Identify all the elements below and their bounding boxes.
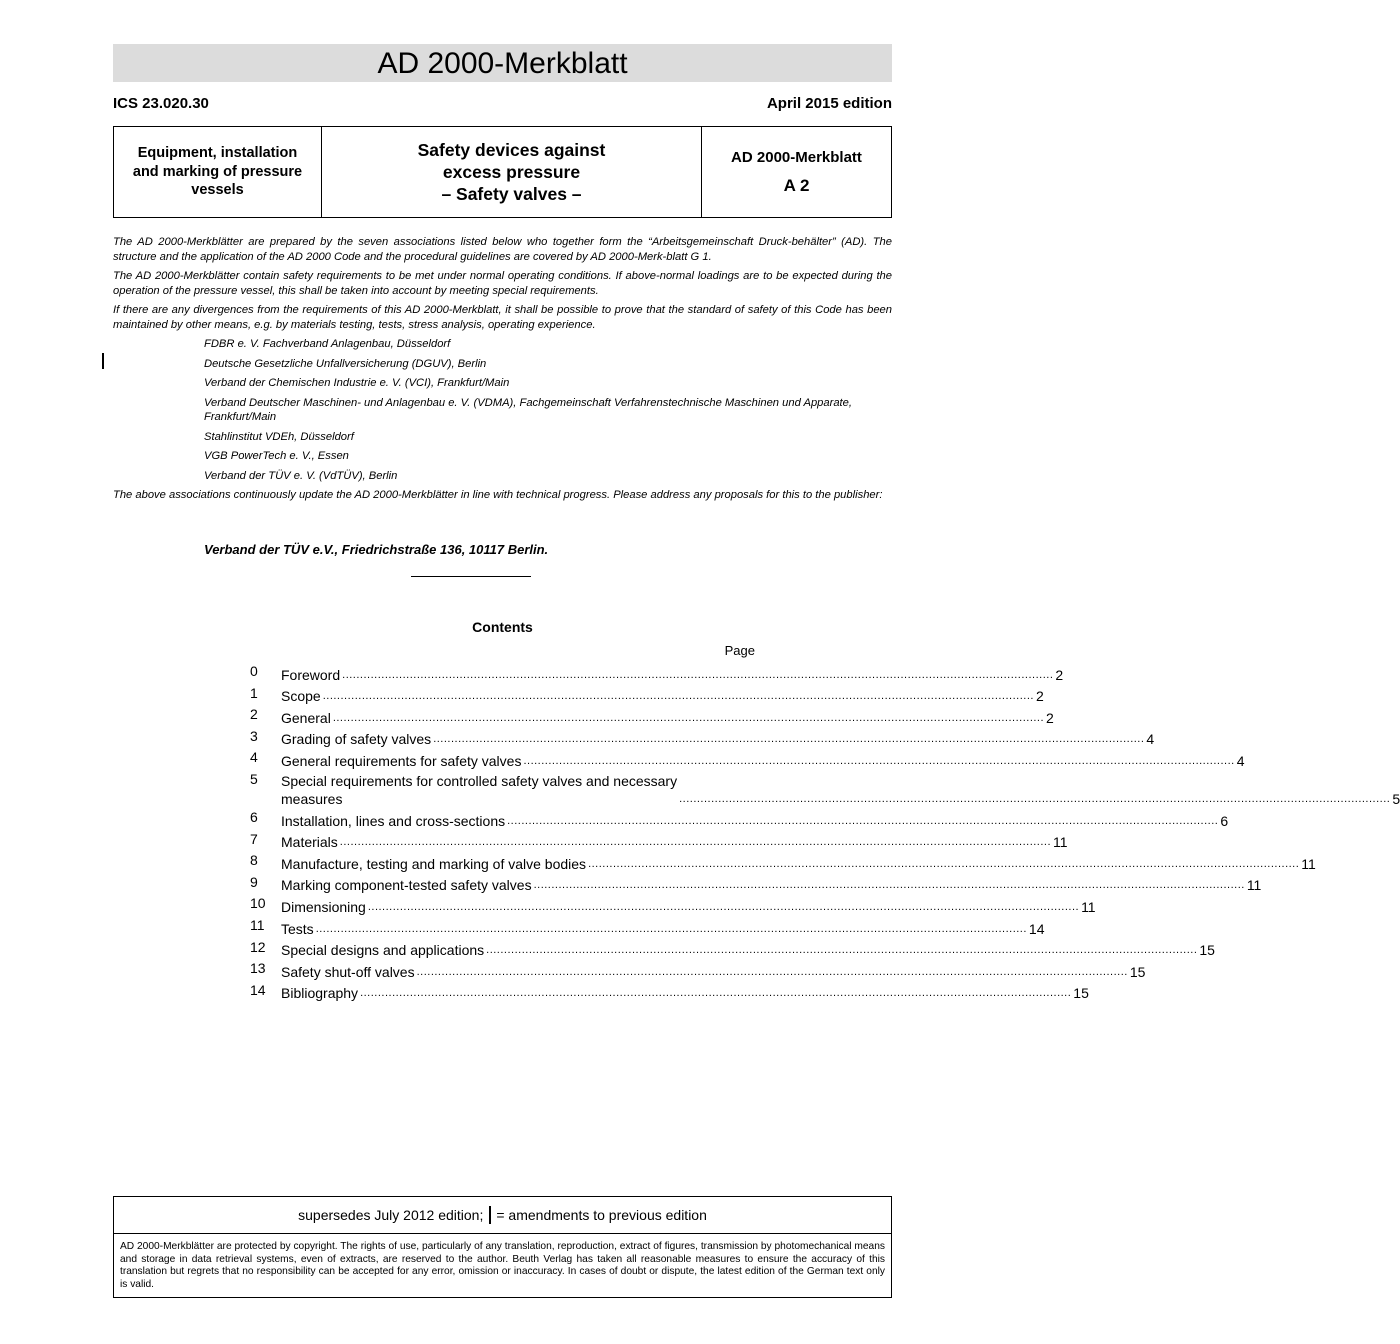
subject-cell <box>322 127 702 217</box>
sheet-code: A 2 <box>783 175 810 195</box>
toc-page-number: 11 <box>1301 855 1316 872</box>
toc-title: Scope <box>281 688 321 705</box>
association-item: Stahlinstitut VDEh, Düsseldorf <box>204 430 354 443</box>
toc-title: Grading of safety valves <box>281 731 432 748</box>
toc-title: Marking component-tested safety valves <box>281 877 532 894</box>
toc-leader-dots: ........................................................................................................................................................................................................ <box>416 965 1128 978</box>
toc-number: 14 <box>250 981 266 998</box>
toc-page-number: 11 <box>1053 834 1068 851</box>
toc-entry[interactable] <box>250 770 1400 808</box>
association-item: Verband der Chemischen Industrie e. V. (VCI), Frankfurt/Main <box>204 377 510 389</box>
toc-page-number: 5 <box>1392 790 1400 807</box>
toc-number: 4 <box>250 749 258 766</box>
toc-leader-dots: ........................................................................................................................................................................................................ <box>588 857 1300 870</box>
toc-leader-dots: ........................................................................................................................................................................................................ <box>332 711 1045 724</box>
copyright-notice: AD 2000-Merkblätter are protected by copyright. The rights of use, particularly of any translation, reproduction, extract of figures, transmission by photomechanical means and storage in data retrieval systems, even of extracts, are reserved to the author. Beuth Verlag has taken all reasonable measures to ensure the accuracy of this translation but regrets that no responsibility can be accepted for any error, omission or inaccuracy. In cases of doubt or dispute, the latest edition of the German text only is valid. <box>120 1241 885 1290</box>
edition-date: April 2015 edition <box>766 95 892 112</box>
contents-heading: Contents <box>472 619 533 635</box>
toc-number: 12 <box>250 938 266 955</box>
toc-title: Bibliography <box>281 985 359 1002</box>
toc-page-number: 14 <box>1028 920 1045 937</box>
toc-title: Tests <box>281 920 314 937</box>
association-item: Verband Deutscher Maschinen- und Anlagenbau e. V. (VDMA), Fachgemeinschaft Verfahrenstechnische Maschinen und Apparate, Frankfurt/Main <box>204 396 852 423</box>
meta-row <box>113 95 892 112</box>
category-line: Equipment, installation <box>137 145 298 162</box>
toc-leader-dots: ........................................................................................................................................................................................................ <box>533 879 1245 892</box>
amendments-text: = amendments to previous edition <box>496 1207 707 1223</box>
toc-entry[interactable] <box>250 894 1096 916</box>
toc-leader-dots: ........................................................................................................................................................................................................ <box>367 900 1080 913</box>
toc-page-number: 4 <box>1236 752 1245 769</box>
toc-number: 10 <box>250 895 266 912</box>
info-table <box>113 126 892 218</box>
amendment-marker-legend <box>489 1206 491 1224</box>
intro-paragraph: The above associations continuously update the AD 2000-Merkblätter in line with technical progress. Please address any proposals for this to the publisher: <box>113 489 883 501</box>
subject-line: – Safety valves – <box>441 184 582 204</box>
category-line: and marking of pressure <box>132 163 303 180</box>
toc-leader-dots: ........................................................................................................................................................................................................ <box>322 690 1034 703</box>
toc-entry[interactable] <box>250 959 1146 981</box>
toc-title-continued: measures <box>281 790 343 807</box>
toc-leader-dots: ........................................................................................................................................................................................................ <box>360 987 1072 1000</box>
toc-number: 6 <box>250 808 258 825</box>
toc-title: Materials <box>281 834 338 851</box>
toc-leader-dots: ........................................................................................................................................................................................................ <box>342 668 1054 681</box>
sheet-id-cell <box>702 127 891 217</box>
introduction <box>113 235 892 508</box>
page-column-label: Page <box>724 643 755 658</box>
document-title: AD 2000-Merkblatt <box>113 44 892 82</box>
association-item: Deutsche Gesetzliche Unfallversicherung (DGUV), Berlin <box>204 357 487 370</box>
toc-page-number: 2 <box>1035 688 1044 705</box>
category-line: vessels <box>191 182 244 199</box>
toc-leader-dots: ........................................................................................................................................................................................................ <box>679 792 1391 805</box>
footer-box <box>113 1196 892 1298</box>
subject-line: Safety devices against <box>417 140 606 160</box>
association-list <box>204 337 864 483</box>
association-item: Verband der TÜV e. V. (VdTÜV), Berlin <box>204 469 398 482</box>
supersedes-text: supersedes July 2012 edition; <box>298 1207 484 1223</box>
divider <box>411 576 531 577</box>
toc-number: 0 <box>250 663 258 679</box>
toc-entry[interactable] <box>250 748 1245 770</box>
toc-title: Foreword <box>281 666 341 683</box>
supersedes-note <box>114 1197 891 1234</box>
toc-number: 9 <box>250 873 258 890</box>
toc-page-number: 11 <box>1081 898 1096 915</box>
toc-title: Special requirements for controlled safety valves and necessary <box>281 772 678 789</box>
ics-code: ICS 23.020.30 <box>113 95 209 112</box>
association-item: FDBR e. V. Fachverband Anlagenbau, Düsseldorf <box>204 338 451 350</box>
toc-number: 5 <box>250 770 258 787</box>
toc-title: Safety shut-off valves <box>281 963 415 980</box>
intro-paragraph: The AD 2000-Merkblätter contain safety requirements to be met under normal operating conditions. If above-normal loadings are to be expected during the operation of the pressure vessel, this shall be taken into account by meeting special requirements. <box>113 270 892 297</box>
toc-title: Manufacture, testing and marking of valve bodies <box>281 855 587 872</box>
toc-entry[interactable] <box>250 851 1316 873</box>
toc-title: General <box>281 709 331 726</box>
publisher-address: Verband der TÜV e.V., Friedrichstraße 136, 10117 Berlin. <box>204 542 549 557</box>
toc-leader-dots: ........................................................................................................................................................................................................ <box>433 733 1145 746</box>
toc-leader-dots: ........................................................................................................................................................................................................ <box>315 922 1027 935</box>
toc-page-number: 2 <box>1046 709 1054 726</box>
toc-number: 8 <box>250 852 258 869</box>
toc-entry[interactable] <box>250 916 1045 938</box>
subject-line: excess pressure <box>442 162 581 182</box>
toc-page-number: 15 <box>1129 963 1146 980</box>
toc-entry[interactable] <box>250 873 1262 895</box>
toc-entry[interactable] <box>250 684 1044 706</box>
toc-leader-dots: ........................................................................................................................................................................................................ <box>507 814 1219 827</box>
association-item: VGB PowerTech e. V., Essen <box>204 450 349 462</box>
toc-page-number: 4 <box>1146 731 1155 748</box>
toc-entry[interactable] <box>250 662 1064 684</box>
table-of-contents <box>250 662 1400 1002</box>
toc-title: Special designs and applications <box>281 942 485 959</box>
toc-entry[interactable] <box>250 981 1089 1003</box>
toc-number: 11 <box>250 916 265 933</box>
toc-number: 7 <box>250 830 258 847</box>
toc-number: 1 <box>250 684 258 701</box>
toc-page-number: 15 <box>1199 942 1215 959</box>
toc-page-number: 6 <box>1220 812 1229 829</box>
toc-leader-dots: ........................................................................................................................................................................................................ <box>486 944 1198 957</box>
toc-title: Installation, lines and cross-sections <box>281 812 506 829</box>
intro-paragraph: If there are any divergences from the requirements of this AD 2000-Merkblatt, it shall be possible to prove that the standard of safety of this Code has been maintained by other means, e.g. by materials testing, tests, stress analysis, operating experience. <box>113 304 892 331</box>
toc-entry[interactable] <box>250 727 1155 749</box>
toc-page-number: 15 <box>1073 985 1089 1002</box>
toc-number: 3 <box>250 727 258 744</box>
toc-title: General requirements for safety valves <box>281 752 522 769</box>
toc-title: Dimensioning <box>281 898 366 915</box>
toc-page-number: 2 <box>1055 666 1064 683</box>
sheet-series: AD 2000-Merkblatt <box>731 148 862 166</box>
toc-entry[interactable] <box>250 808 1229 830</box>
category-cell <box>114 127 322 217</box>
toc-entry[interactable] <box>250 830 1068 852</box>
toc-entry[interactable] <box>250 705 1054 727</box>
toc-number: 13 <box>250 960 266 977</box>
toc-leader-dots: ........................................................................................................................................................................................................ <box>523 754 1235 767</box>
toc-entry[interactable] <box>250 938 1215 960</box>
toc-leader-dots: ........................................................................................................................................................................................................ <box>339 836 1052 849</box>
toc-page-number: 11 <box>1246 877 1262 894</box>
toc-number: 2 <box>250 706 258 723</box>
amendment-marker <box>102 353 104 369</box>
intro-paragraph: The AD 2000-Merkblätter are prepared by the seven associations listed below who together form the “Arbeitsgemeinschaft Druck-behälter” (AD). The structure and the application of the AD 2000 Code and the procedural guidelines are covered by AD 2000-Merk-blatt G 1. <box>113 236 892 263</box>
